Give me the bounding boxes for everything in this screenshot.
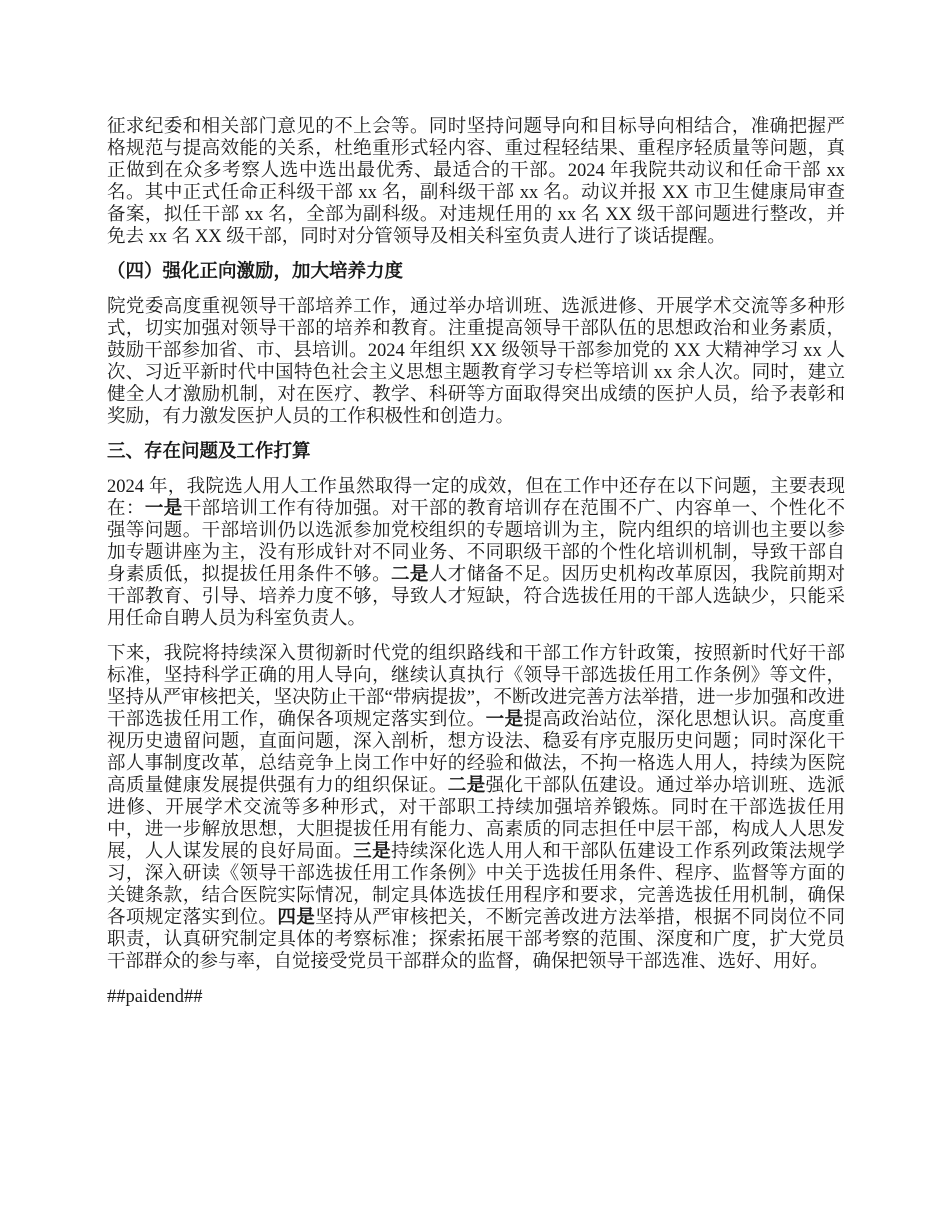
bold-text-run: 二是 (447, 776, 486, 796)
bold-text-run: 二是 (391, 565, 429, 585)
text-run: ##paidend## (107, 987, 203, 1007)
text-run: 院党委高度重视领导干部培养工作，通过举办培训班、选派进修、开展学术交流等多种形式，切实加强对领导干部的培养和教育。注重提高领导干部队伍的思想政治和业务素质，鼓励干部参加省、市、县培训。2024 年组织 XX 级领导干部参加党的 XX 大精神学习 xx 人次、习近平新时代中国特色社会主义思想主题教育学习专栏等培训 xx 余人次。同时，建立健全人才激励机制，对在医疗、教学、科研等方面取得突出成绩的医护人员，给予表彰和奖励，有力激发医护人员的工作积极性和创造力。 (107, 297, 845, 427)
paragraph (107, 296, 845, 428)
bold-text-run: （四）强化正向激励，加大培养力度 (107, 262, 404, 282)
text-run: 强化干部队伍建设。通过举办培训班、选派进修、开展学术交流等多种形式，对干部职工持续加强培养锻炼。同时在干部选拔任用中，进一步解放思想，大胆提拔任用有能力、高素质的同志担任中层干部，构成人人思发展，人人谋发展的良好局面。 (107, 776, 845, 862)
document-body (107, 116, 845, 1008)
bold-text-run: 四是 (277, 908, 316, 928)
text-run: 征求纪委和相关部门意见的不上会等。同时坚持问题导向和目标导向相结合，准确把握严格规范与提高效能的关系，杜绝重形式轻内容、重过程轻结果、重程序轻质量等问题，真正做到在众多考察人选中选出最优秀、最适合的干部。2024 年我院共动议和任命干部 xx 名。其中正式任命正科级干部 xx 名，副科级干部 xx 名。动议并报 XX 市卫生健康局审查备案，拟任干部 xx 名，全部为副科级。对违规任用的 xx 名 XX 级干部问题进行整改，并免去 xx 名 XX 级干部，同时对分管领导及相关科室负责人进行了谈话提醒。 (107, 117, 845, 247)
bold-text-run: 一是 (144, 499, 183, 519)
paragraph (107, 986, 845, 1008)
text-run: 下来，我院将持续深入贯彻新时代党的组织路线和干部工作方针政策，按照新时代好干部标准，坚持科学正确的用人导向，继续认真执行《领导干部选拔任用工作条例》等文件，坚持从严审核把关，坚决防止干部“带病提拔”，不断改进完善方法举措，进一步加强和改进干部选拔任用工作，确保各项规定落实到位。 (107, 644, 845, 730)
bold-text-run: 三是 (353, 842, 392, 862)
bold-text-run: 三、存在问题及工作打算 (107, 442, 311, 462)
paragraph (107, 643, 845, 973)
paragraph (107, 476, 845, 630)
bold-text-run: 一是 (485, 710, 524, 730)
paragraph (107, 116, 845, 248)
text-run: 持续深化选人用人和干部队伍建设工作系列政策法规学习，深入研读《领导干部选拔任用工作条例》中关于选拔任用条件、程序、监督等方面的关键条款，结合医院实际情况，制定具体选拔任用程序和要求，完善选拔任用机制，确保各项规定落实到位。 (107, 842, 845, 928)
text-run: 人才储备不足。因历史机构改革原因，我院前期对干部教育、引导、培养力度不够，导致人才短缺，符合选拔任用的干部人选缺少，只能采用任命自聘人员为科室负责人。 (107, 565, 845, 629)
text-run: 2024 年，我院选人用人工作虽然取得一定的成效，但在工作中还存在以下问题，主要表现在： (107, 477, 845, 519)
text-run: 提高政治站位，深化思想认识。高度重视历史遗留问题，直面问题，深入剖析，想方设法、稳妥有序克服历史问题；同时深化干部人事制度改革，总结竞争上岗工作中好的经验和做法，不拘一格选人用人，持续为医院高质量健康发展提供强有力的组织保证。 (107, 710, 845, 796)
section-heading (107, 261, 845, 283)
text-run: 坚持从严审核把关，不断完善改进方法举措，根据不同岗位不同职责，认真研究制定具体的考察标准；探索拓展干部考察的范围、深度和广度，扩大党员干部群众的参与率，自觉接受党员干部群众的监督，确保把领导干部选准、选好、用好。 (107, 908, 845, 972)
text-run: 干部培训工作有待加强。对干部的教育培训存在范围不广、内容单一、个性化不强等问题。干部培训仍以选派参加党校组织的专题培训为主，院内组织的培训也主要以参加专题讲座为主，没有形成针对不同业务、不同职级干部的个性化培训机制，导致干部自身素质低，拟提拔任用条件不够。 (107, 499, 845, 585)
section-heading (107, 441, 845, 463)
